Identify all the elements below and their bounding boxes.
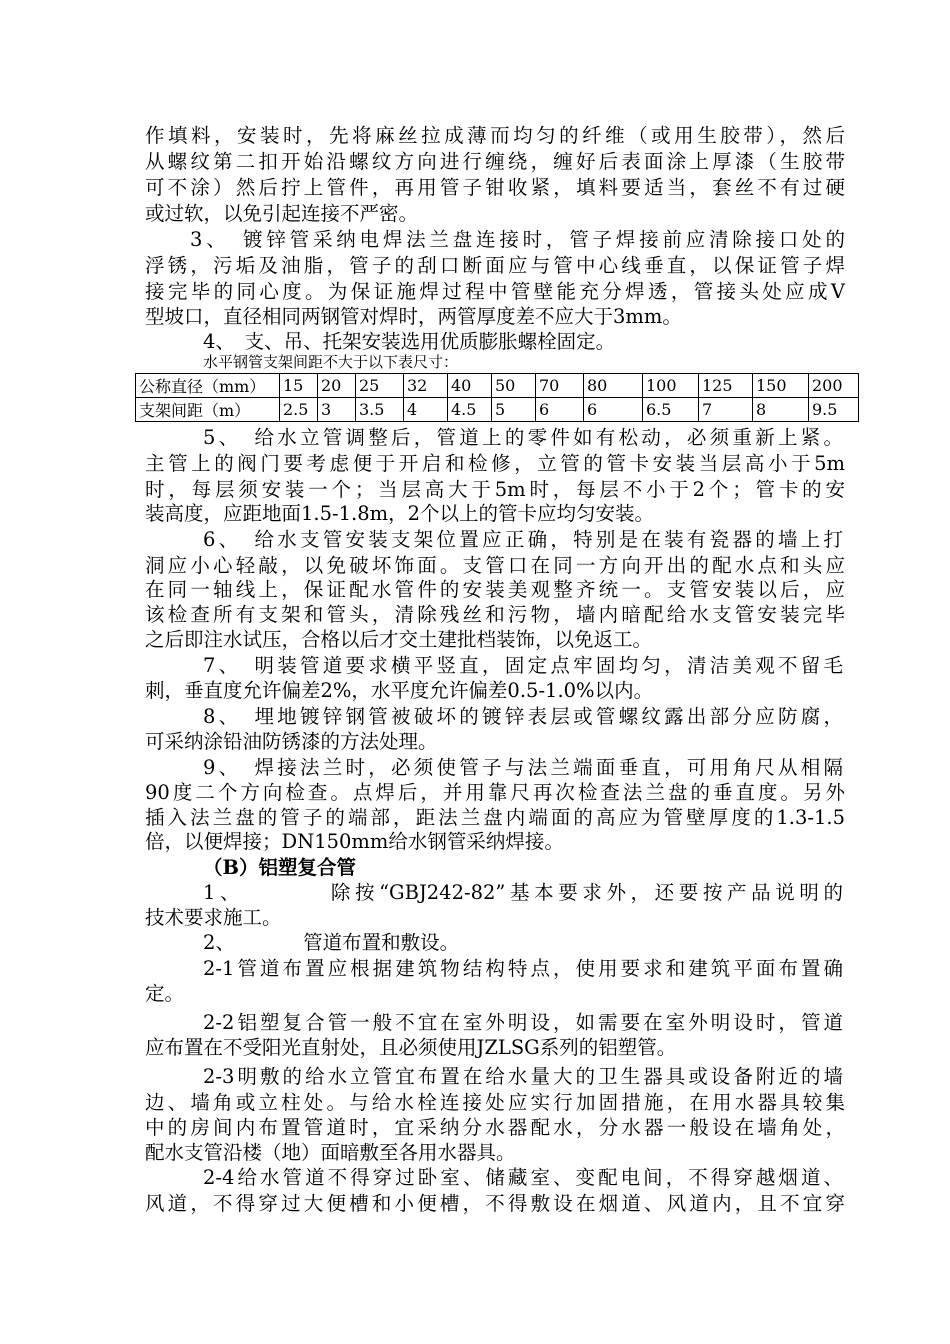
paragraph-line: 时，每层须安装一个；当层高大于5m时，每层不小于2个；管卡的安: [145, 478, 845, 501]
paragraph-line: 边、墙角或立柱处。与给水栓连接处应实行加固措施，在用水器具较集: [145, 1091, 845, 1114]
table-cell: 4.5: [448, 398, 492, 422]
paragraph-line: 浮锈，污垢及油脂，管子的刮口断面应与管中心线垂直，以保证管子焊: [145, 254, 845, 277]
paragraph-line: 8、 埋地镀锌钢管被破坏的镀锌表层或管螺纹露出部分应防腐，: [203, 705, 843, 728]
table-row: [136, 374, 859, 398]
table-cell: 200: [809, 374, 859, 398]
table-cell: 支架间距（m）: [136, 398, 280, 422]
section-heading: （B）铝塑复合管: [203, 856, 356, 879]
paragraph-line: 型坡口，直径相同两钢管对焊时，两管厚度差不应大于3mm。: [145, 305, 682, 328]
table-cell: 40: [448, 374, 492, 398]
paragraph-line: 插入法兰盘的管子的端部，距法兰盘内端面的高应为管壁厚度的1.3-1.5: [145, 806, 845, 829]
table-cell: 3.5: [356, 398, 404, 422]
paragraph-line: 2-1管道布置应根据建筑物结构特点，使用要求和建筑平面布置确: [203, 957, 843, 980]
paragraph-line: 2-2铝塑复合管一般不宜在室外明设，如需要在室外明设时，管道: [203, 1011, 843, 1034]
paragraph-line: 之后即注水试压，合格以后才交土建批档装饰，以免返工。: [145, 628, 653, 651]
table-cell: 20: [318, 374, 356, 398]
paragraph-line: 可不涂）然后拧上管件，再用管子钳收紧，填料要适当，套丝不有过硬: [145, 176, 845, 199]
table-cell: 6: [584, 398, 643, 422]
table-cell: 80: [584, 374, 643, 398]
paragraph-line: 在同一轴线上，保证配水管件的安装美观整齐统一。支管安装以后，应: [145, 578, 845, 601]
table-cell: 25: [356, 374, 404, 398]
table-cell: 4: [404, 398, 448, 422]
table-cell: 6: [536, 398, 584, 422]
paragraph-line: 4、 支、吊、托架安装选用优质膨胀螺栓固定。: [203, 330, 616, 353]
table-cell: 100: [643, 374, 699, 398]
table-cell: 9.5: [809, 398, 859, 422]
paragraph-line: 从螺纹第二扣开始沿螺纹方向进行缠绕，缠好后表面涂上厚漆（生胶带: [145, 150, 845, 173]
table-cell: 15: [280, 374, 318, 398]
paragraph-line: 中的房间内布置管道时，宜采纳分水器配水，分水器一般设在墙角处，: [145, 1116, 845, 1139]
table-cell: 150: [753, 374, 809, 398]
paragraph-line: 或过软，以免引起连接不严密。: [145, 202, 419, 225]
paragraph-line: 6、 给水支管安装支架位置应正确，特别是在装有瓷器的墙上打: [203, 528, 843, 551]
table-cell: 公称直径（mm）: [136, 374, 280, 398]
paragraph-line: 90度二个方向检查。点焊后，并用靠尺再次检查法兰盘的垂直度。另外: [145, 781, 845, 804]
paragraph-line: 主管上的阀门要考虑便于开启和检修，立管的管卡安装当层高小于5m: [145, 452, 845, 475]
paragraph-line: 9、 焊接法兰时，必须使管子与法兰端面垂直，可用角尺从相隔: [203, 756, 843, 779]
table-cell: 125: [699, 374, 753, 398]
table-cell: 70: [536, 374, 584, 398]
paragraph-line: 5、 给水立管调整后，管道上的零件如有松动，必须重新上紧。: [203, 426, 843, 449]
table-cell: 32: [404, 374, 448, 398]
paragraph-line: 装高度，应距地面1.5-1.8m，2个以上的管卡应均匀安装。: [145, 502, 655, 525]
table-row: [136, 398, 859, 422]
paragraph-line: 3、 镀锌管采纳电焊法兰盘连接时，管子焊接前应清除接口处的: [190, 228, 845, 251]
table-cell: 5: [492, 398, 536, 422]
paragraph-line: 技术要求施工。: [145, 906, 282, 929]
table-caption: 水平钢管支架间距不大于以下表尺寸：: [203, 353, 459, 371]
table-cell: 6.5: [643, 398, 699, 422]
paragraph-line: 洞应小心轻敲，以免破坏饰面。支管口在同一方向开出的配水点和头应: [145, 554, 845, 577]
table-cell: 8: [753, 398, 809, 422]
paragraph-line: 1、 除按“GBJ242-82”基本要求外，还要按产品说明的: [203, 881, 843, 904]
table-cell: 50: [492, 374, 536, 398]
support-spacing-table: [135, 373, 859, 422]
paragraph-line: 2-4给水管道不得穿过卧室、储藏室、变配电间，不得穿越烟道、: [203, 1166, 843, 1189]
paragraph-line: 倍，以便焊接；DN150mm给水钢管采纳焊接。: [145, 830, 564, 853]
paragraph-line: 2-3明敷的给水立管宜布置在给水量大的卫生器具或设备附近的墙: [203, 1065, 843, 1088]
paragraph-line: 应布置在不受阳光直射处，且必须使用JZLSG系列的铝塑管。: [145, 1036, 677, 1059]
paragraph-line: 可采纳涂铅油防锈漆的方法处理。: [145, 730, 438, 753]
paragraph-line: 该检查所有支架和管头，清除残丝和污物，墙内暗配给水支管安装完毕: [145, 603, 845, 626]
paragraph-line: 7、 明装管道要求横平竖直，固定点牢固均匀，清洁美观不留毛: [203, 654, 843, 677]
paragraph-line: 定。: [145, 982, 185, 1005]
paragraph-line: 刺，垂直度允许偏差2%，水平度允许偏差0.5-1.0%以内。: [145, 679, 654, 702]
paragraph-line: 风道，不得穿过大便槽和小便槽，不得敷设在烟道、风道内，且不宜穿: [145, 1192, 845, 1215]
paragraph-line: 配水支管沿楼（地）面暗敷至各用水器具。: [145, 1141, 516, 1164]
table-cell: 7: [699, 398, 753, 422]
table-cell: 3: [318, 398, 356, 422]
paragraph-line: 2、 管道布置和敷设。: [203, 931, 460, 954]
paragraph-line: 作填料，安装时，先将麻丝拉成薄而均匀的纤维（或用生胶带），然后: [145, 124, 845, 147]
paragraph-line: 接完毕的同心度。为保证施焊过程中管壁能充分焊透，管接头处应成V: [145, 280, 845, 303]
table-cell: 2.5: [280, 398, 318, 422]
